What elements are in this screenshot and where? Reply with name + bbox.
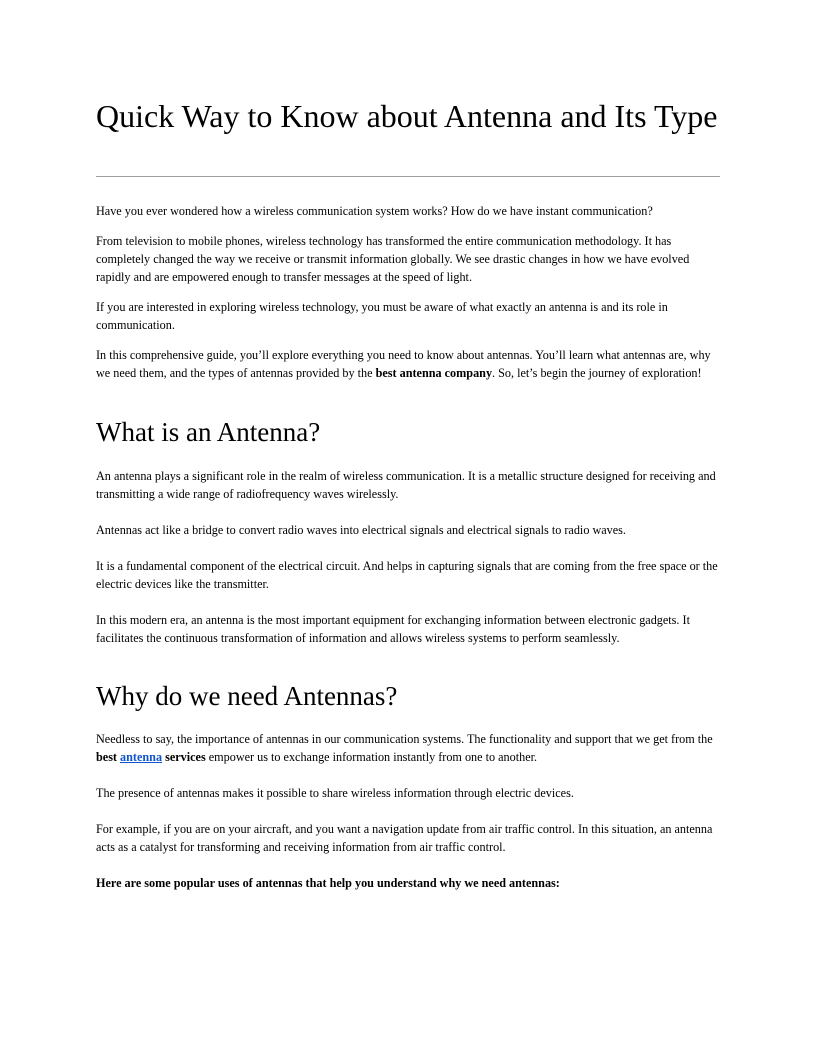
intro-paragraph-1: Have you ever wondered how a wireless communication system works? How do we have instant communication?	[96, 204, 653, 218]
services-text: services	[165, 750, 206, 764]
section2-paragraph-2: The presence of antennas makes it possible to share wireless information through electric devices.	[96, 786, 574, 800]
intro-paragraph-4	[96, 346, 720, 382]
section1-paragraph-2: Antennas act like a bridge to convert radio waves into electrical signals and electrical signals to radio waves.	[96, 523, 626, 537]
section2-p1-text-a: Needless to say, the importance of antennas in our communication systems. The functionality and support that we get from the	[96, 732, 713, 746]
intro-p4-text-a: In this comprehensive guide, you’ll explore everything you need to know about antennas. You’ll learn what antennas are, why we need them, and the types of antennas provided by the	[96, 348, 711, 380]
title-divider	[96, 176, 720, 177]
intro-paragraph-2: From television to mobile phones, wireless technology has transformed the entire communication methodology. It has completely changed the way we receive or transmit information globally. We see drastic changes in how we have evolved rapidly and are empowered enough to transfer messages at the speed of light.	[96, 234, 690, 284]
section1-paragraph-3: It is a fundamental component of the electrical circuit. And helps in capturing signals that are coming from the free space or the electric devices like the transmitter.	[96, 559, 718, 591]
antenna-link[interactable]: antenna	[120, 750, 163, 764]
document-body	[96, 94, 720, 892]
section2-paragraph-1	[96, 730, 720, 766]
intro-paragraph-3: If you are interested in exploring wireless technology, you must be aware of what exactly an antenna is and its role in communication.	[96, 300, 668, 332]
section1-paragraph-4: In this modern era, an antenna is the most important equipment for exchanging information between electronic gadgets. It facilitates the continuous transformation of information and allows wireless systems to perform seamlessly.	[96, 613, 690, 645]
intro-p4-text-b: . So, let’s begin the journey of exploration!	[492, 366, 702, 380]
uses-intro-text: Here are some popular uses of antennas that help you understand why we need antennas:	[96, 876, 560, 890]
section1-paragraph-1: An antenna plays a significant role in the realm of wireless communication. It is a metallic structure designed for receiving and transmitting a wide range of radiofrequency waves wirelessly.	[96, 469, 716, 501]
section-heading-what-is-antenna: What is an Antenna?	[96, 417, 321, 447]
section2-paragraph-3: For example, if you are on your aircraft, and you want a navigation update from air traffic control. In this situation, an antenna acts as a catalyst for transforming and receiving information from air traffic control.	[96, 822, 713, 854]
best-text: best	[96, 750, 117, 764]
section-heading-why-need-antennas: Why do we need Antennas?	[96, 681, 398, 711]
section2-paragraph-4	[96, 874, 720, 892]
page-title: Quick Way to Know about Antenna and Its Type	[96, 98, 718, 134]
section2-p1-text-b: empower us to exchange information instantly from one to another.	[205, 750, 538, 764]
best-antenna-company-text: best antenna company	[375, 366, 493, 380]
